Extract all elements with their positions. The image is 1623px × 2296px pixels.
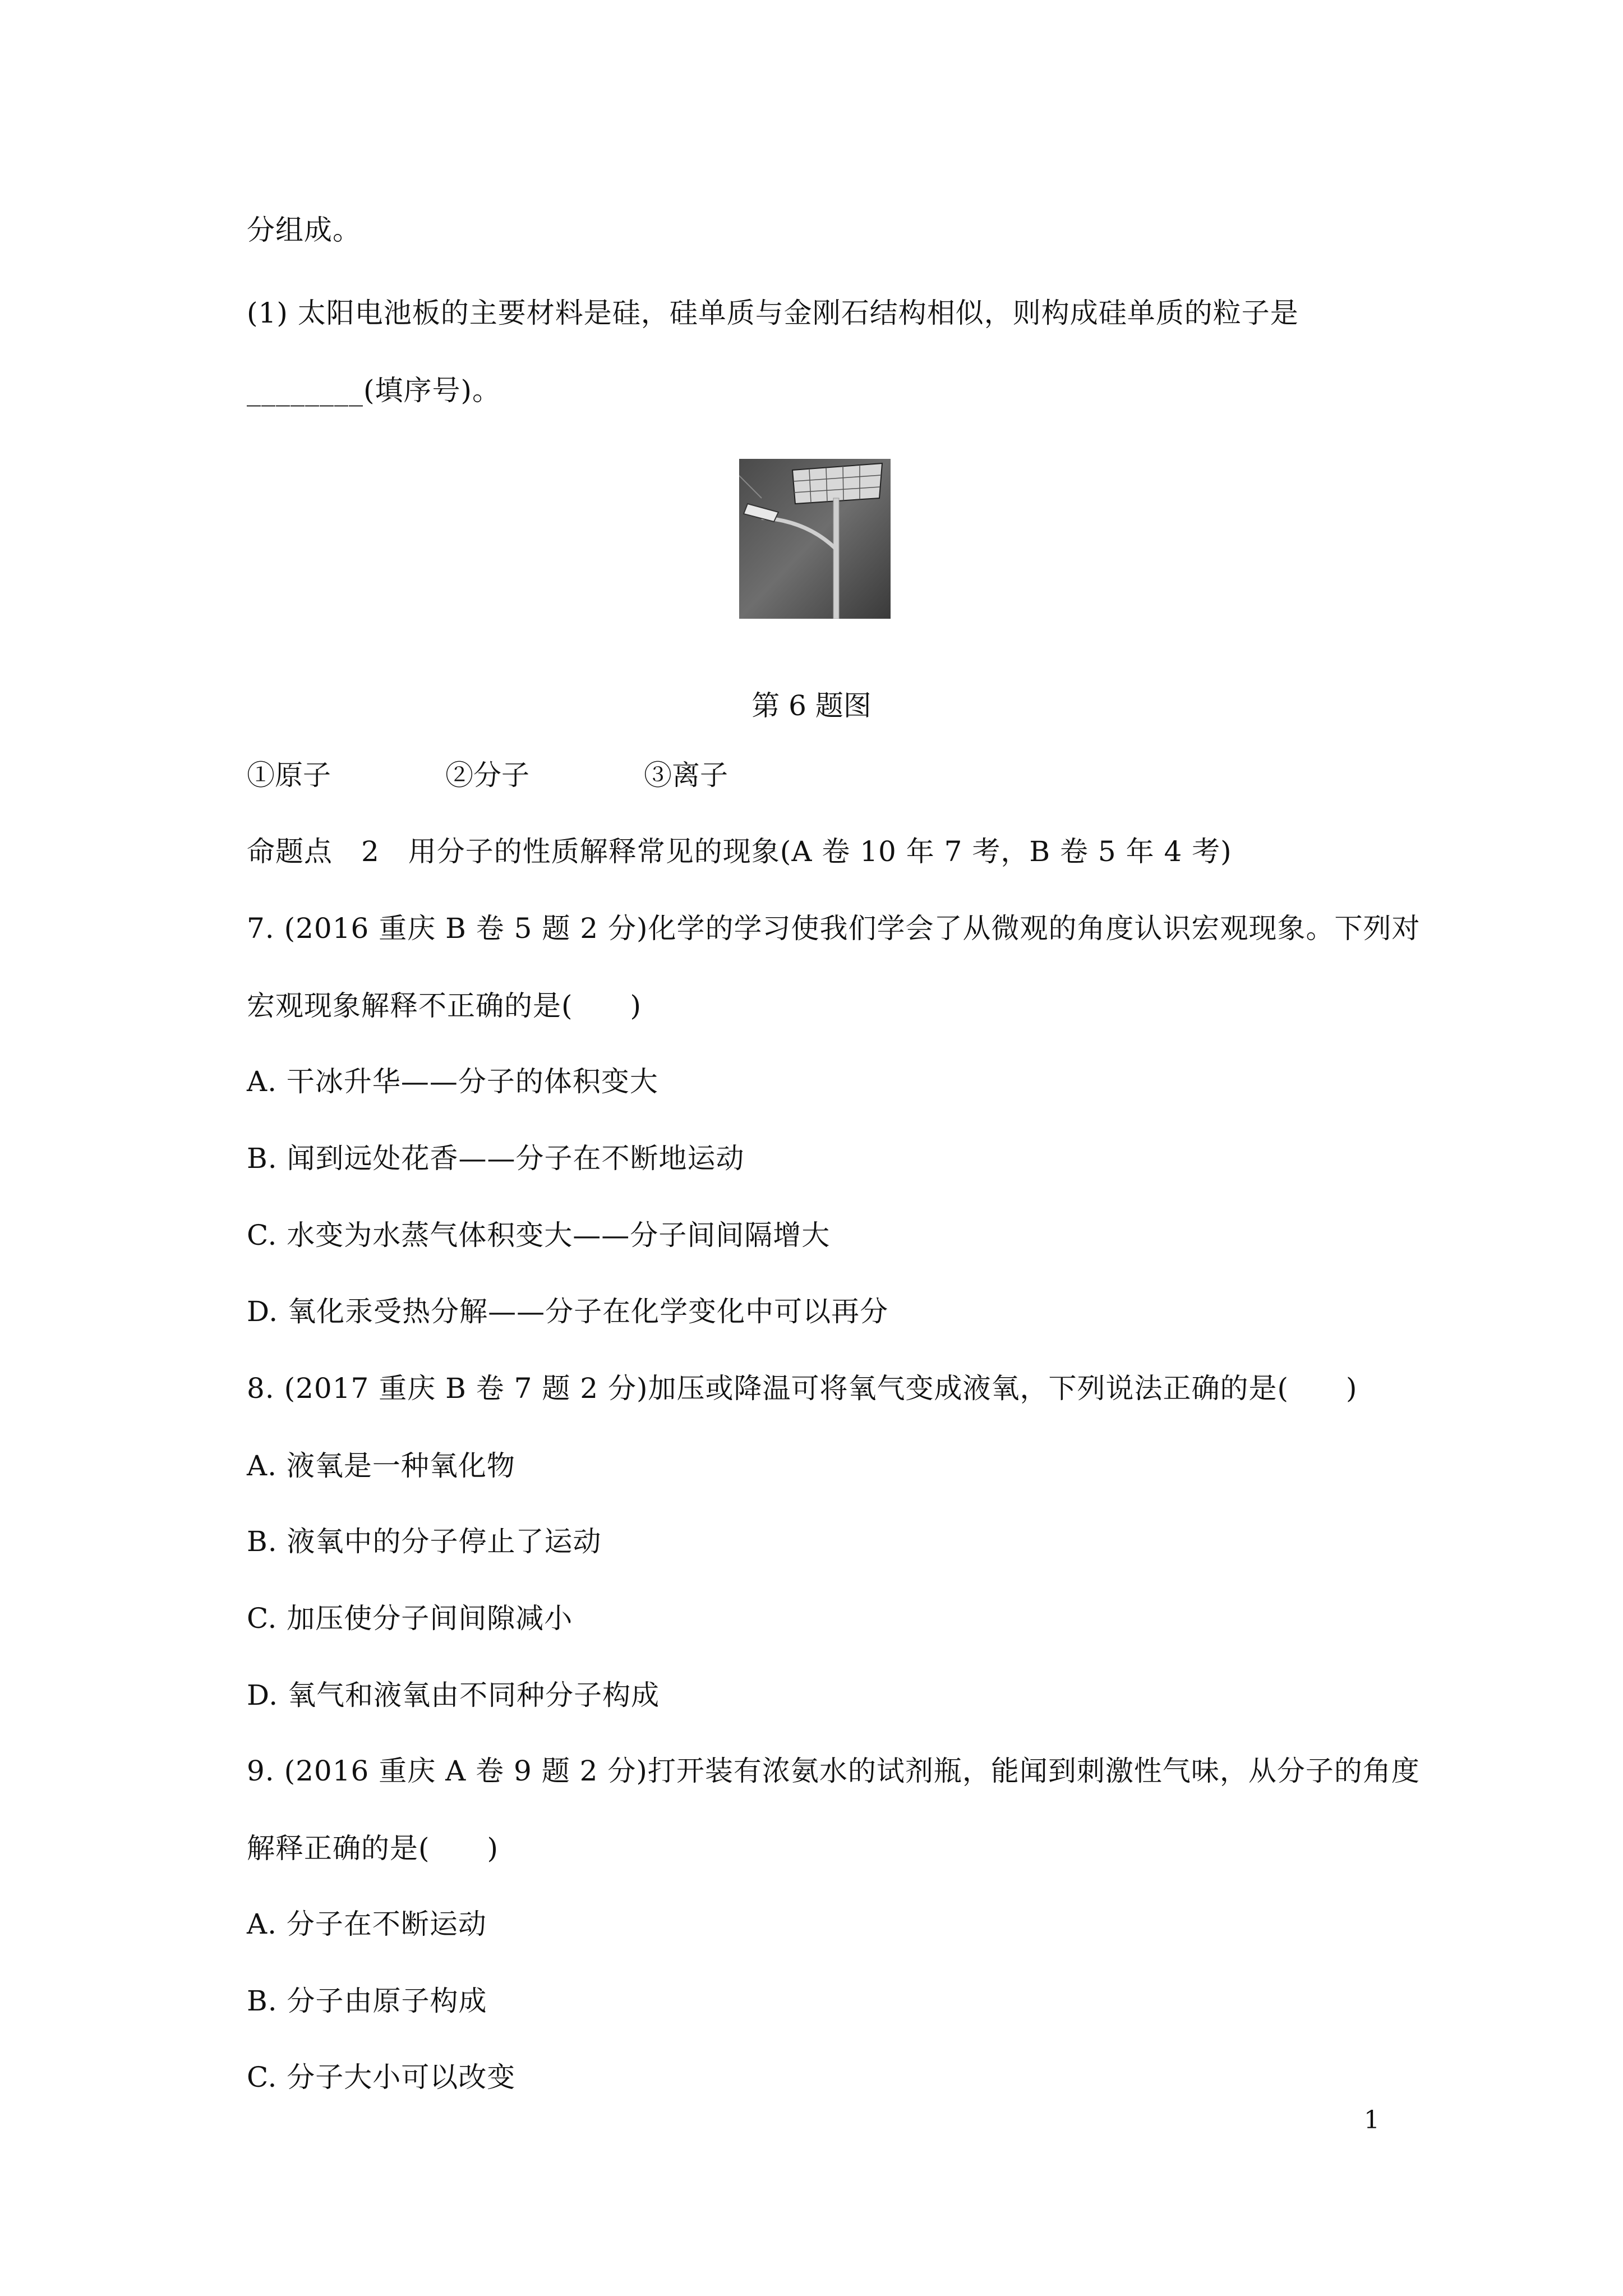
page-number: 1 [1364, 2106, 1380, 2134]
question-7-option-c: C. 水变为水蒸气体积变大——分子间间隔增大 [247, 1219, 831, 1251]
topic-heading: 命题点 2 用分子的性质解释常见的现象(A 卷 10 年 7 考，B 卷 5 年 4 考) [247, 835, 1232, 868]
question-7-option-b: B. 闻到远处花香——分子在不断地运动 [247, 1142, 745, 1175]
question-9-option-c: C. 分子大小可以改变 [247, 2061, 516, 2093]
question-8-option-b: B. 液氧中的分子停止了运动 [247, 1525, 602, 1558]
question-6-part-1: (1) 太阳电池板的主要材料是硅，硅单质与金刚石结构相似，则构成硅单质的粒子是 [247, 297, 1299, 329]
text-line: 分组成。 [247, 214, 361, 246]
question-8-option-c: C. 加压使分子间间隙减小 [247, 1602, 573, 1635]
option-molecule: ②分子 [445, 759, 529, 792]
question-9-stem-cont: 解释正确的是( ) [247, 1832, 499, 1865]
question-7-stem-cont: 宏观现象解释不正确的是( ) [247, 990, 642, 1022]
figure-caption: 第 6 题图 [751, 689, 872, 722]
option-atom: ①原子 [247, 759, 331, 792]
question-8-option-a: A. 液氧是一种氧化物 [247, 1450, 515, 1482]
solar-street-light-figure [739, 459, 891, 619]
question-9-option-b: B. 分子由原子构成 [247, 1985, 487, 2017]
question-8-option-d: D. 氧气和液氧由不同种分子构成 [247, 1679, 660, 1711]
question-8-stem: 8. (2017 重庆 B 卷 7 题 2 分)加压或降温可将氧气变成液氧，下列说法正确的是( ) [247, 1372, 1358, 1405]
question-7-option-a: A. 干冰升华——分子的体积变大 [247, 1065, 658, 1098]
answer-blank-line: ________(填序号)。 [247, 374, 501, 407]
question-9-option-a: A. 分子在不断运动 [247, 1908, 487, 1940]
question-9-stem: 9. (2016 重庆 A 卷 9 题 2 分)打开装有浓氨水的试剂瓶，能闻到刺激性气味，从分子的角度 [247, 1755, 1420, 1787]
question-7-option-d: D. 氧化汞受热分解——分子在化学变化中可以再分 [247, 1295, 889, 1328]
question-7-stem: 7. (2016 重庆 B 卷 5 题 2 分)化学的学习使我们学会了从微观的角度认识宏观现象。下列对 [247, 912, 1421, 945]
option-ion: ③离子 [644, 759, 728, 792]
